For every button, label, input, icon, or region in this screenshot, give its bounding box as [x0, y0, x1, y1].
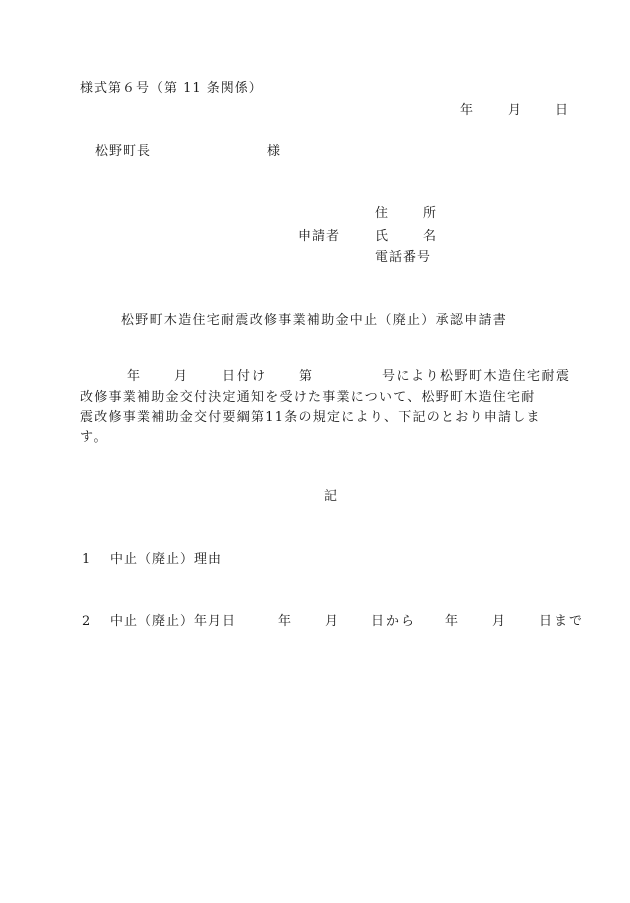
ki-marker: 記 [324, 489, 338, 504]
date-year-label: 年 [460, 103, 474, 118]
name-label-2: 名 [423, 229, 437, 244]
item2-from-day: 日から [371, 614, 417, 629]
addressee: 松野町長 [95, 144, 152, 159]
item1-number: 1 [82, 552, 91, 567]
date-day-label: 日 [555, 103, 569, 118]
phone-label: 電話番号 [375, 250, 432, 265]
body-line1-date: 日付け [222, 369, 268, 384]
applicant-label: 申請者 [298, 229, 341, 244]
item2-to-year: 年 [445, 614, 459, 629]
address-label-1: 住 [375, 206, 389, 221]
item2-number: 2 [82, 614, 91, 629]
addressee-suffix: 様 [267, 144, 281, 159]
item1-label: 中止（廃止）理由 [110, 552, 223, 567]
body-line4: す。 [80, 430, 108, 445]
body-line1-year: 年 [127, 369, 141, 384]
body-line1-no: 第 [299, 369, 313, 384]
item2-to-day: 日まで [539, 614, 585, 629]
form-number: 様式第６号（第 11 条関係） [80, 81, 263, 96]
item2-from-month: 月 [325, 614, 339, 629]
item2-from-year: 年 [278, 614, 292, 629]
body-line1-rest: 号により松野町木造住宅耐震 [382, 369, 571, 384]
body-line2: 改修事業補助金交付決定通知を受けた事業について、松野町木造住宅耐 [80, 390, 536, 405]
body-line3: 震改修事業補助金交付要綱第11条の規定により、下記のとおり申請しま [80, 410, 541, 425]
item2-label: 中止（廃止）年月日 [110, 614, 237, 629]
name-label-1: 氏 [375, 229, 389, 244]
date-month-label: 月 [508, 103, 522, 118]
document-title: 松野町木造住宅耐震改修事業補助金中止（廃止）承認申請書 [121, 313, 508, 328]
body-line1-month: 月 [174, 369, 188, 384]
address-label-2: 所 [423, 206, 437, 221]
item2-to-month: 月 [492, 614, 506, 629]
